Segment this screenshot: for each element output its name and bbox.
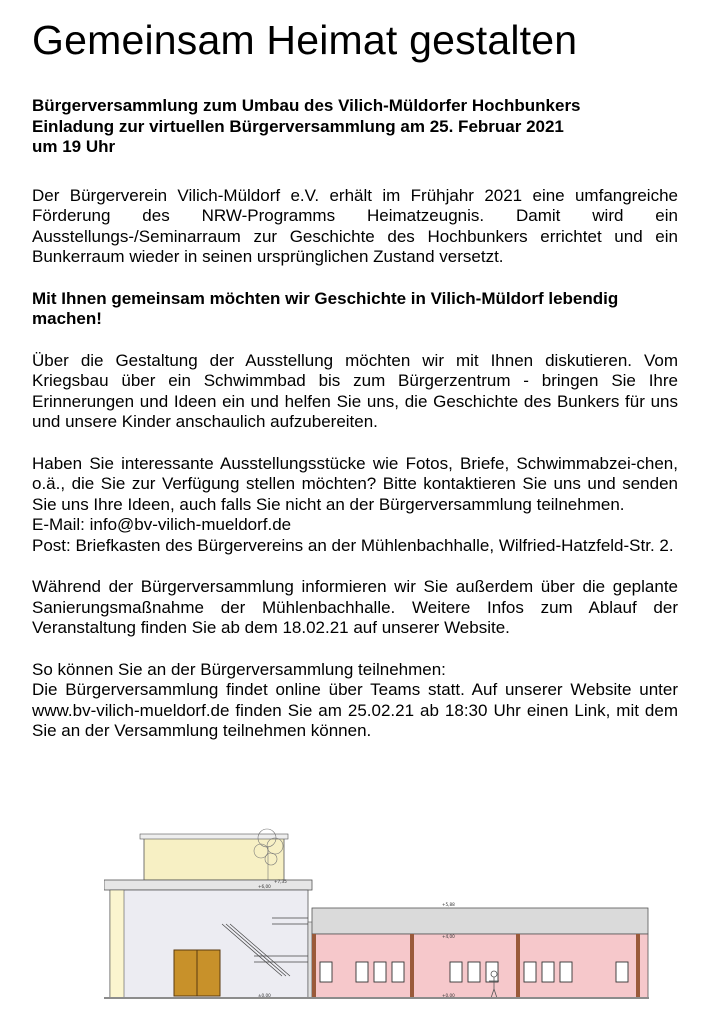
page-title: Gemeinsam Heimat gestalten [32, 17, 578, 63]
post-line: Post: Briefkasten des Bürgervereins an der Mühlenbachhalle, Wilfried-Hatzfeld-Str. 2. [32, 535, 674, 555]
meeting-subhead [32, 96, 678, 158]
level-mark-tower-mid: +6,00 [258, 884, 271, 889]
subhead-line-1: Bürgerversammlung zum Umbau des Vilich-Müldorfer Hochbunkers [32, 96, 581, 115]
bunker-elevation-drawing [104, 826, 649, 1002]
renovation-paragraph: Während der Bürgerversammlung informieren wir Sie außerdem über die geplante Sanierungsmaßnahme der Mühlenbachhalle. Weitere Infos zum Ablauf der Veranstaltung finden Sie ab dem 18.02.21 auf unserer Website. [32, 577, 678, 637]
level-mark-tower-ground: ±0,00 [258, 993, 271, 998]
email-line: E-Mail: info@bv-vilich-mueldorf.de [32, 515, 292, 534]
tower-side-wall [110, 890, 124, 998]
subhead-line-2: Einladung zur virtuellen Bürgerversammlung am 25. Februar 2021 [32, 116, 564, 136]
document-page [32, 14, 678, 742]
highlight-paragraph: Mit Ihnen gemeinsam möchten wir Geschichte in Vilich-Müldorf lebendig machen! [32, 288, 619, 328]
hall-roof-band [312, 908, 648, 934]
level-mark-hall-ground: +0,00 [442, 993, 455, 998]
participation-paragraph: Die Bürgerversammlung findet online über Teams statt. Auf unserer Website unter www.bv-vilich-mueldorf.de finden Sie am 25.02.21 ab 18:30 Uhr einen Link, mit dem Sie an der Versammlung teilnehmen können. [32, 680, 678, 740]
level-mark-tower-top: +7,35 [274, 879, 287, 884]
tower-top-parapet [140, 834, 288, 839]
subhead-line-3: um 19 Uhr [32, 137, 116, 156]
level-mark-hall-roof: +5,88 [442, 902, 455, 907]
discussion-paragraph: Über die Gestaltung der Ausstellung möchten wir mit Ihnen diskutieren. Vom Kriegsbau über ein Schwimmbad bis zum Bürgerzentrum - bringen Sie Ihre Erinnerungen und Ideen ein und helfen Sie uns, die Geschichte des Bunkers für uns und unsere Kinder anschaulich aufzubereiten. [32, 350, 678, 431]
intro-paragraph: Der Bürgerverein Vilich-Müldorf e.V. erhält im Frühjahr 2021 eine umfangreiche Förderung des NRW-Programms Heimatzeugnis. Damit wird ein Ausstellungs-/Seminarraum zur Geschichte des Hochbunkers errichtet und ein Bunkerraum wieder in seinen ursprünglichen Zustand versetzt. [32, 185, 678, 266]
level-mark-hall-mid: +4,00 [442, 934, 455, 939]
exhibits-paragraph: Haben Sie interessante Ausstellungsstücke wie Fotos, Briefe, Schwimmabzei-chen, o.ä., die Sie zur Verfügung stellen möchten? Bitte kontaktieren Sie uns und senden Sie uns Ihre Ideen, auch falls Sie nicht an der Bürgerversammlung teilnehmen. [32, 453, 678, 514]
participation-heading: So können Sie an der Bürgerversammlung teilnehmen: [32, 659, 446, 679]
